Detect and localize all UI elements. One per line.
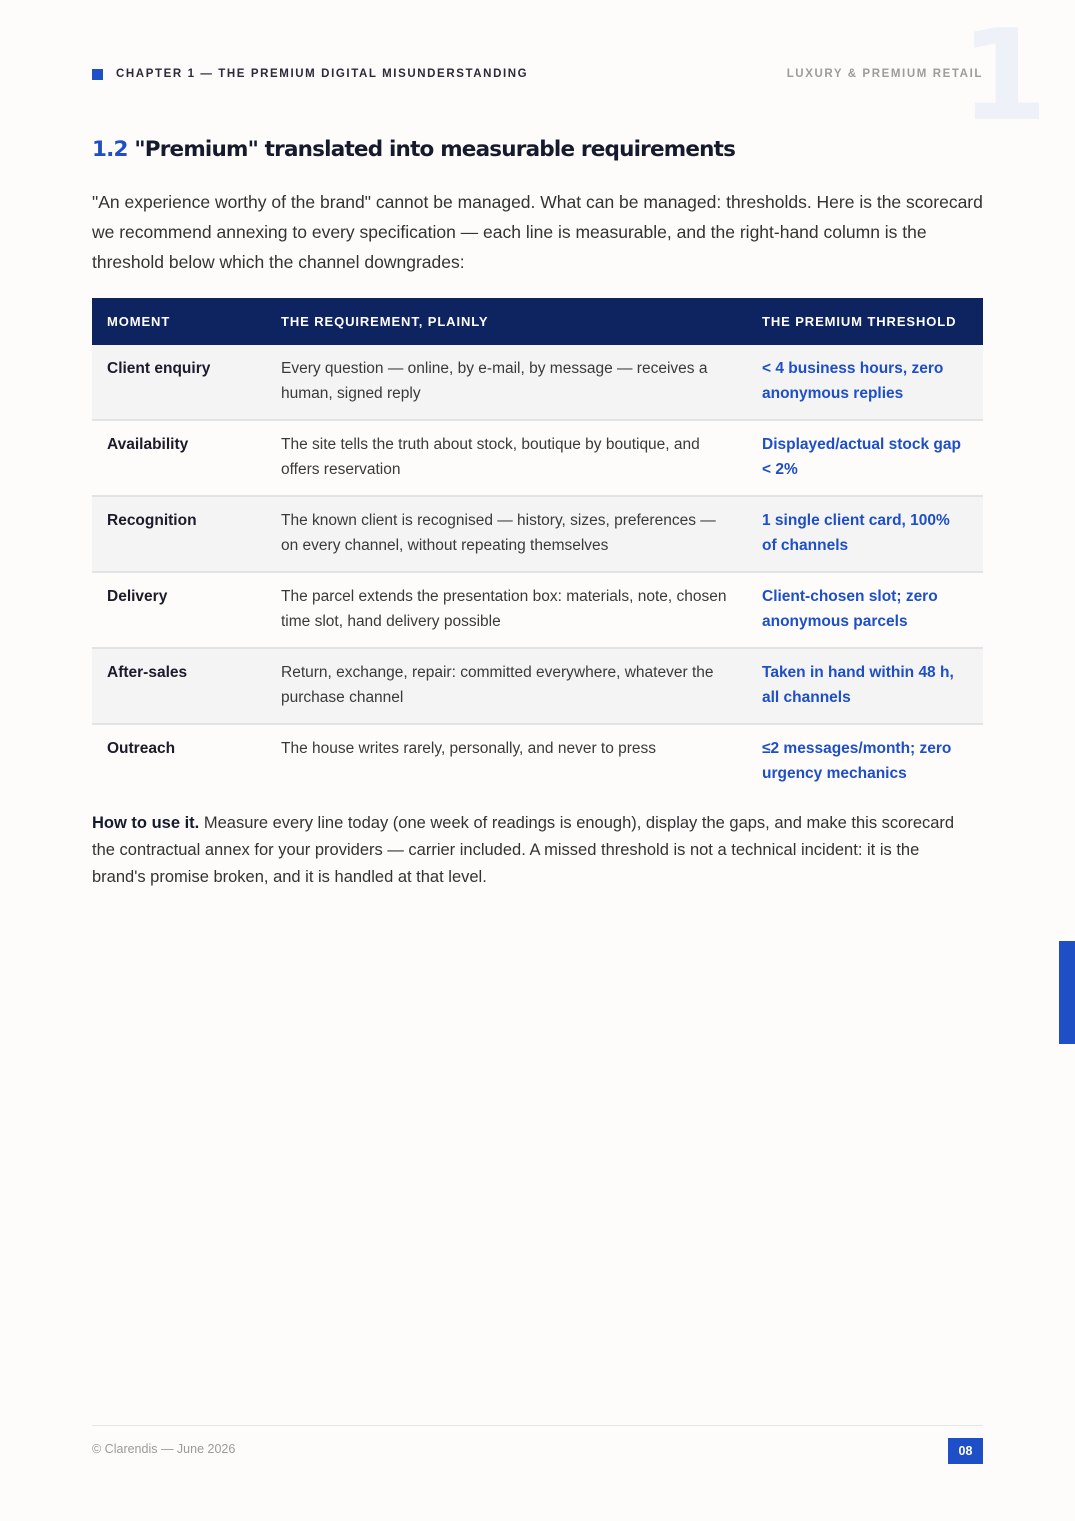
section-number: 1.2 (92, 137, 128, 162)
threshold-cell: 1 single client card, 100% of channels (762, 512, 950, 554)
moment-cell: Availability (107, 436, 189, 453)
requirement-cell: Return, exchange, repair: committed everywhere, whatever the purchase channel (281, 664, 714, 706)
how-to-paragraph (92, 810, 962, 891)
column-header-moment: MOMENT (92, 298, 266, 345)
threshold-cell: Client-chosen slot; zero anonymous parcels (762, 588, 938, 630)
table-row (92, 724, 983, 799)
table-header-row (92, 298, 983, 345)
column-header-threshold: THE PREMIUM THRESHOLD (747, 298, 983, 345)
requirement-cell: The parcel extends the presentation box: materials, note, chosen time slot, hand delivery possible (281, 588, 727, 630)
footer-copyright: © Clarendis — June 2026 (92, 1442, 236, 1456)
moment-cell: Client enquiry (107, 360, 211, 377)
moment-cell: After-sales (107, 664, 188, 681)
moment-cell: Recognition (107, 512, 197, 529)
moment-cell: Delivery (107, 588, 168, 605)
moment-cell: Outreach (107, 740, 176, 757)
chapter-side-tab (1059, 941, 1075, 1044)
table-row (92, 420, 983, 496)
requirement-cell: Every question — online, by e-mail, by message — receives a human, signed reply (281, 360, 708, 402)
threshold-cell: ≤2 messages/month; zero urgency mechanics (762, 740, 952, 782)
page-number-badge: 08 (948, 1438, 983, 1464)
requirement-cell: The house writes rarely, personally, and never to press (281, 740, 657, 757)
threshold-cell: Displayed/actual stock gap < 2% (762, 436, 961, 478)
table-row (92, 345, 983, 420)
publication-label: LUXURY & PREMIUM RETAIL (786, 68, 983, 80)
threshold-cell: Taken in hand within 48 h, all channels (762, 664, 954, 706)
requirement-cell: The known client is recognised — history, sizes, preferences — on every channel, without repeating themselves (281, 512, 716, 554)
section-title (92, 137, 735, 162)
chapter-square-icon (92, 69, 103, 80)
chapter-label: CHAPTER 1 — THE PREMIUM DIGITAL MISUNDERSTANDING (116, 68, 529, 80)
chapter-numeral: 1 (960, 2, 1048, 149)
table-row (92, 572, 983, 648)
table-row (92, 496, 983, 572)
table-row (92, 648, 983, 724)
requirement-cell: The site tells the truth about stock, boutique by boutique, and offers reservation (281, 436, 700, 478)
threshold-cell: < 4 business hours, zero anonymous replies (762, 360, 944, 402)
how-to-lead: How to use it. (92, 814, 200, 832)
footer-divider (92, 1425, 983, 1426)
column-header-requirement: THE REQUIREMENT, PLAINLY (266, 298, 747, 345)
running-header (92, 66, 983, 82)
premium-scorecard-table (92, 298, 983, 799)
how-to-body: Measure every line today (one week of readings is enough), display the gaps, and make this scorecard the contractual annex for your providers — carrier included. A missed threshold is not a technical incident: it is the brand's promise broken, and it is handled at that level. (92, 814, 955, 886)
intro-paragraph: "An experience worthy of the brand" cannot be managed. What can be managed: thresholds. Here is the scorecard we recommend annexing to every specification — each line is measurable, and the right-hand column is the threshold below which the channel downgrades: (92, 192, 983, 272)
section-title-text: "Premium" translated into measurable requirements (134, 137, 736, 162)
chapter-heading (92, 68, 528, 80)
